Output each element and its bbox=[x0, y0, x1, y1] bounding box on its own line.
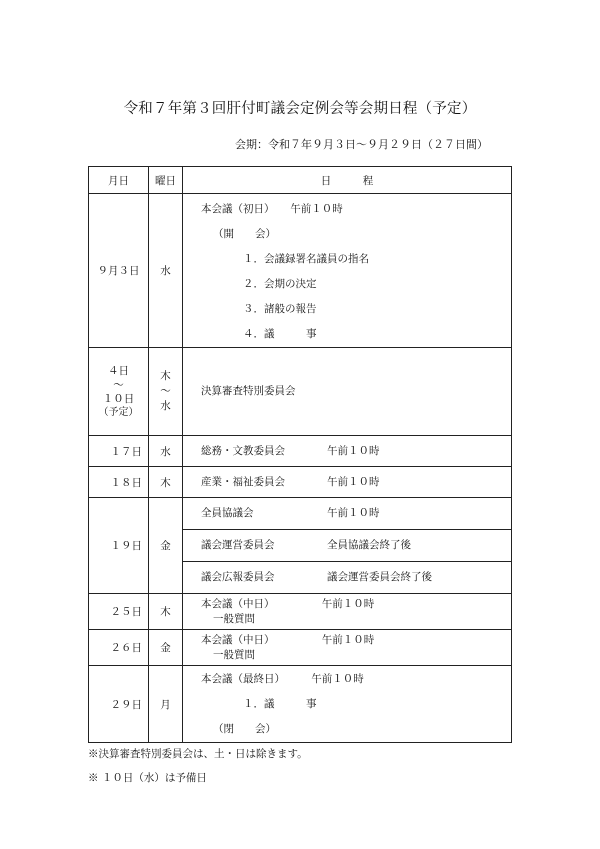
date-cell: １７日 bbox=[89, 436, 149, 467]
schedule-line: １．会議録署名議員の指名 bbox=[243, 253, 369, 265]
schedule-cell bbox=[183, 498, 512, 530]
day-cell: 木 bbox=[149, 594, 183, 630]
table-row bbox=[89, 348, 512, 436]
date-line: １０日 bbox=[102, 392, 135, 405]
date-cell: ２９日 bbox=[89, 666, 149, 743]
schedule-cell bbox=[183, 194, 512, 348]
schedule-line: 総務・文教委員会 午前１０時 bbox=[201, 444, 380, 457]
schedule-line: 産業・福祉委員会 午前１０時 bbox=[201, 475, 380, 488]
table-row bbox=[89, 436, 512, 467]
day-cell: 木 bbox=[149, 467, 183, 498]
table-row bbox=[89, 666, 512, 743]
day-cell: 水 bbox=[149, 194, 183, 348]
schedule-line: 一般質問 bbox=[213, 612, 255, 625]
schedule-line: （閉 会） bbox=[213, 723, 276, 735]
schedule-line: ２．会期の決定 bbox=[243, 278, 317, 290]
header-schedule: 日 程 bbox=[183, 167, 512, 194]
schedule-cell bbox=[183, 530, 512, 562]
schedule-line: 本会議（中日） 午前１０時 bbox=[201, 633, 375, 646]
day-cell: 月 bbox=[149, 666, 183, 743]
date-cell: ２６日 bbox=[89, 630, 149, 666]
day-line: ～ bbox=[160, 385, 171, 397]
date-line: ～ bbox=[113, 378, 124, 391]
schedule-line: 決算審査特別委員会 bbox=[201, 385, 296, 397]
date-cell bbox=[89, 348, 149, 436]
table-row bbox=[89, 498, 512, 530]
schedule-cell bbox=[183, 436, 512, 467]
day-line: 水 bbox=[160, 400, 171, 412]
note-line: ※ １０日（水）は予備日 bbox=[88, 772, 207, 784]
header-day: 曜日 bbox=[149, 167, 183, 194]
schedule-cell bbox=[183, 562, 512, 594]
schedule-cell bbox=[183, 467, 512, 498]
day-cell: 水 bbox=[149, 436, 183, 467]
date-line: （予定） bbox=[98, 406, 139, 418]
schedule-line: 本会議（最終日） 午前１０時 bbox=[201, 673, 364, 685]
table-row bbox=[89, 630, 512, 666]
date-cell: １８日 bbox=[89, 467, 149, 498]
date-cell: １９日 bbox=[89, 498, 149, 594]
table-row bbox=[89, 467, 512, 498]
day-cell bbox=[149, 348, 183, 436]
schedule-line: （開 会） bbox=[213, 228, 276, 240]
day-line: 木 bbox=[160, 370, 171, 382]
schedule-line: 議会広報委員会 議会運営委員会終了後 bbox=[201, 571, 432, 583]
table-row bbox=[89, 194, 512, 348]
table-header-row bbox=[89, 167, 512, 194]
session-period: 会期：令和７年９月３日～９月２９日（２７日間） bbox=[235, 138, 488, 151]
schedule-line: 本会議（中日） 午前１０時 bbox=[201, 597, 375, 610]
date-cell: ９月３日 bbox=[89, 194, 149, 348]
schedule-line: １．議 事 bbox=[243, 698, 317, 710]
day-cell: 金 bbox=[149, 630, 183, 666]
date-cell: ２５日 bbox=[89, 594, 149, 630]
note-line: ※決算審査特別委員会は、土・日は除きます。 bbox=[88, 748, 308, 760]
schedule-line: 一般質問 bbox=[213, 648, 255, 661]
header-date: 月日 bbox=[89, 167, 149, 194]
schedule-line: ４．議 事 bbox=[243, 328, 317, 340]
schedule-cell bbox=[183, 630, 512, 666]
schedule-cell bbox=[183, 348, 512, 436]
schedule-cell bbox=[183, 666, 512, 743]
schedule-table bbox=[88, 166, 512, 743]
page-title: 令和７年第３回肝付町議会定例会等会期日程（予定） bbox=[123, 101, 477, 117]
table-row bbox=[89, 594, 512, 630]
schedule-line: ３．諸般の報告 bbox=[243, 303, 317, 315]
schedule-line: 本会議（初日） 午前１０時 bbox=[201, 203, 343, 215]
day-cell: 金 bbox=[149, 498, 183, 594]
date-line: ４日 bbox=[108, 364, 129, 377]
schedule-cell bbox=[183, 594, 512, 630]
schedule-line: 議会運営委員会 全員協議会終了後 bbox=[201, 539, 411, 551]
schedule-line: 全員協議会 午前１０時 bbox=[201, 507, 380, 519]
